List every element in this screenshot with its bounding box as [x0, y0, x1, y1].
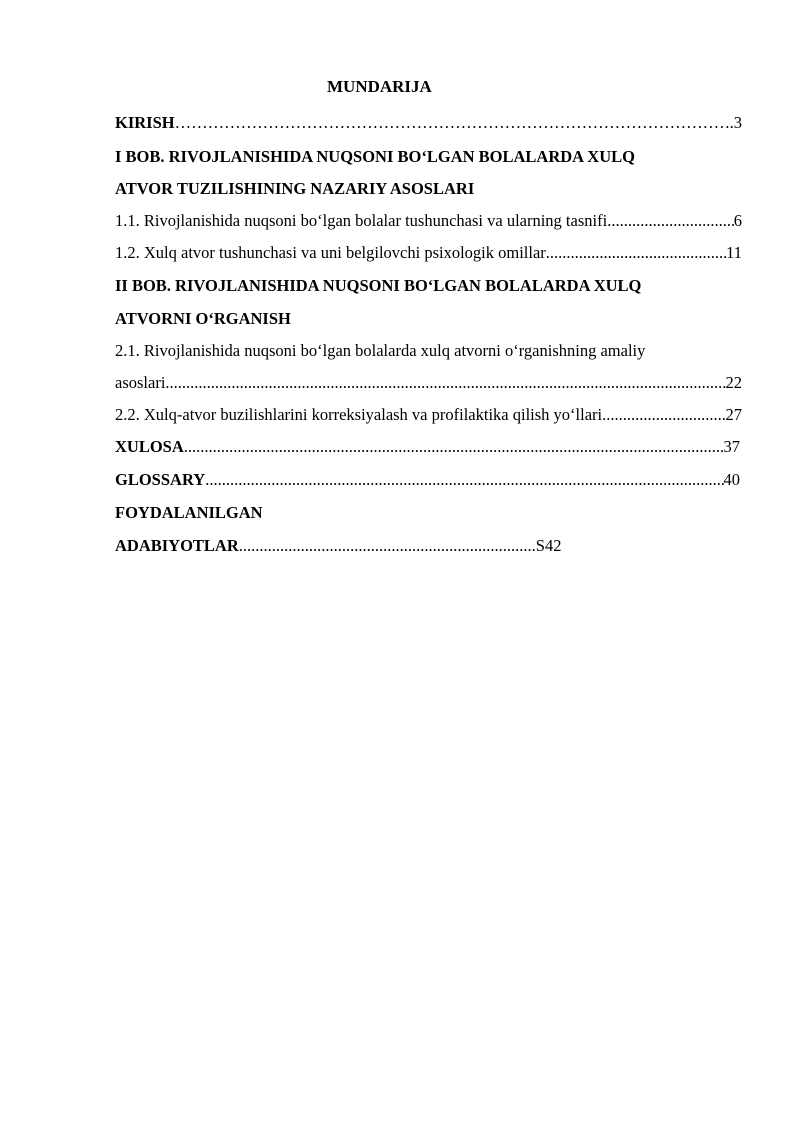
toc-entry-label: XULOSA	[115, 437, 184, 456]
toc-page-number: S42	[535, 536, 562, 555]
toc-entry-2-2[interactable]	[115, 404, 742, 426]
toc-entry-references[interactable]	[115, 535, 561, 557]
toc-page-number: 40	[723, 470, 740, 489]
toc-entry-label: 2.2. Xulq-atvor buzilishlarini korreksiyalash va profilaktika qilish yo‘llari	[115, 405, 603, 424]
toc-leader-dots	[184, 436, 724, 458]
toc-entry-xulosa[interactable]	[115, 436, 740, 458]
toc-leader-dots	[546, 242, 726, 264]
toc-page-number: .3	[729, 113, 742, 132]
toc-leader-dots	[602, 404, 725, 426]
toc-entry-label: 1.2. Xulq atvor tushunchasi va uni belgilovchi psixologik omillar	[115, 243, 546, 262]
toc-leader-dots	[205, 469, 723, 491]
toc-chapter-heading[interactable]: II BOB. RIVOJLANISHIDA NUQSONI BO‘LGAN BOLALARDA XULQ	[115, 276, 642, 295]
toc-chapter-heading[interactable]: I BOB. RIVOJLANISHIDA NUQSONI BO‘LGAN BOLALARDA XULQ	[115, 147, 635, 166]
toc-entry-label: KIRISH	[115, 113, 175, 132]
toc-leader-dots	[239, 535, 536, 557]
toc-page-number: 37	[723, 437, 740, 456]
toc-entry-label: ADABIYOTLAR	[115, 536, 239, 555]
toc-page-number: 6	[733, 211, 742, 230]
toc-entry-label: 1.1. Rivojlanishida nuqsoni bo‘lgan bolalar tushunchasi va ularning tasnifi	[115, 211, 608, 230]
toc-leader-dots	[607, 210, 734, 232]
toc-page-number: 11	[726, 243, 742, 262]
toc-page-number: 27	[725, 405, 742, 424]
toc-entry-label: GLOSSARY	[115, 470, 206, 489]
toc-entry-2-1-label[interactable]: 2.1. Rivojlanishida nuqsoni bo‘lgan bolalarda xulq atvorni o‘rganishning amaliy	[115, 341, 646, 360]
toc-entry-references-line1[interactable]: FOYDALANILGAN	[115, 503, 263, 522]
toc-entry-label: asoslari	[115, 373, 166, 392]
page-title: MUNDARIJA	[327, 77, 432, 96]
toc-chapter-heading[interactable]: ATVORNI O‘RGANISH	[115, 309, 291, 328]
toc-chapter-heading[interactable]: ATVOR TUZILISHINING NAZARIY ASOSLARI	[115, 179, 475, 198]
toc-leader-dots	[175, 112, 730, 134]
toc-entry-1-1[interactable]	[115, 210, 742, 232]
toc-entry-glossary[interactable]	[115, 469, 740, 491]
toc-leader-dots	[165, 372, 725, 394]
toc-entry-1-2[interactable]	[115, 242, 742, 264]
toc-entry-kirish[interactable]	[115, 112, 742, 134]
toc-entry-2-1[interactable]	[115, 372, 742, 394]
toc-page-number: 22	[725, 373, 742, 392]
